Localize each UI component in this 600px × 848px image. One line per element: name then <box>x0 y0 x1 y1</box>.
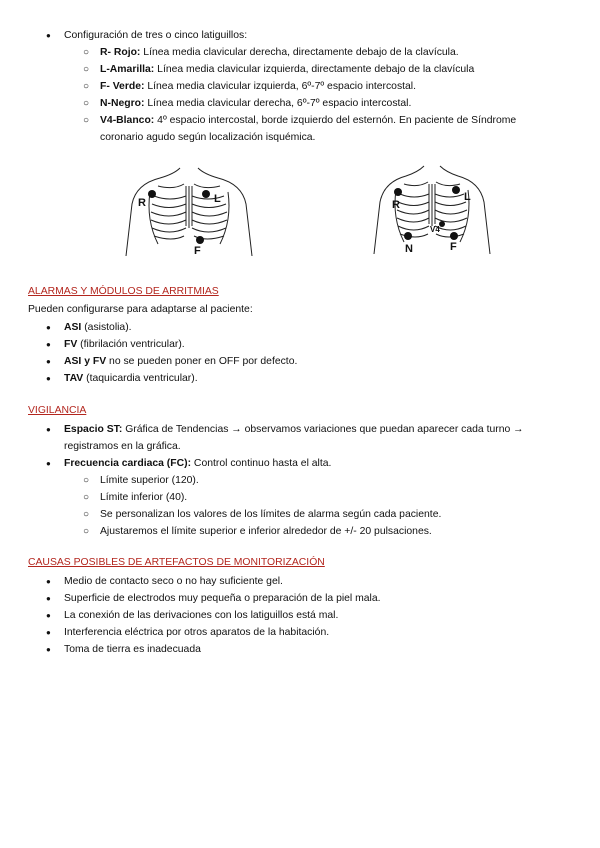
config-item-n <box>0 95 600 112</box>
electrode-l <box>452 186 460 194</box>
config-item-label: F- Verde: <box>100 81 145 92</box>
electrode-l <box>202 190 210 198</box>
electrode-n <box>404 232 412 240</box>
electrode-f <box>450 232 458 240</box>
label-f: F <box>450 241 457 253</box>
item-text: (taquicardia ventricular). <box>83 373 198 384</box>
list-item <box>0 370 600 387</box>
item-label: FV <box>64 339 78 350</box>
causas-title: CAUSAS POSIBLES DE ARTEFACTOS DE MONITORIZACIÓN <box>28 557 325 568</box>
item-label: TAV <box>64 373 84 384</box>
label-l: L <box>464 191 471 203</box>
causas-list <box>0 573 600 658</box>
config-item-label: N-Negro: <box>100 98 145 109</box>
list-item <box>0 353 600 370</box>
config-item-text: Línea media clavicular izquierda, 6º-7º espacio intercostal. <box>144 81 417 92</box>
label-l: L <box>214 193 221 205</box>
fc-sub-item: ○ Se personalizan los valores de los límites de alarma según cada paciente. <box>0 506 600 523</box>
fc-sub-item: ○ Ajustaremos el límite superior e inferior alrededor de +/- 20 pulsaciones. <box>0 523 600 540</box>
config-item-f <box>0 78 600 95</box>
electrode-r <box>394 188 402 196</box>
label-f: F <box>194 245 201 256</box>
vigilancia-list <box>0 421 600 540</box>
alarmas-list <box>0 319 600 387</box>
config-item-v4 <box>0 112 600 146</box>
torso-diagram-5-leads <box>372 162 492 254</box>
item-label: ASI y FV <box>64 356 107 367</box>
torso-diagram-3-leads <box>124 164 254 256</box>
item-text: no se pueden poner en OFF por defecto. <box>106 356 298 367</box>
config-intro-text: Configuración de tres o cinco latiguillos: <box>64 30 248 41</box>
config-item-l <box>0 61 600 78</box>
list-item <box>0 319 600 336</box>
item-label: ASI <box>64 322 82 333</box>
electrode-f <box>196 236 204 244</box>
config-item-text: Línea media clavicular derecha, 6º-7º espacio intercostal. <box>144 98 412 109</box>
electrode-r <box>148 190 156 198</box>
electrode-v4 <box>439 221 445 227</box>
config-item-text: Línea media clavicular derecha, directamente debajo de la clavícula. <box>140 47 459 58</box>
alarmas-title: ALARMAS Y MÓDULOS DE ARRITMIAS <box>28 286 219 297</box>
item-text: (asistolia). <box>81 322 132 333</box>
fc-sub-item: ○ Límite superior (120). <box>0 472 600 489</box>
label-r: R <box>138 197 146 209</box>
list-item-st <box>0 421 600 455</box>
vigilancia-section <box>0 403 600 540</box>
item-text: Control continuo hasta el alta. <box>191 458 332 469</box>
vigilancia-title: VIGILANCIA <box>28 405 87 416</box>
list-item: ● Toma de tierra es inadecuada <box>0 641 600 658</box>
causas-section <box>0 555 600 658</box>
config-item-label: V4-Blanco: <box>100 115 155 126</box>
config-intro <box>0 27 600 44</box>
item-label: Espacio ST: <box>64 424 123 435</box>
config-item-label: L-Amarilla: <box>100 64 155 75</box>
config-list <box>0 27 600 146</box>
item-text: Gráfica de Tendencias → observamos variaciones que puedan aparecer cada turno → registramos en la gráfica. <box>64 424 524 452</box>
alarmas-section <box>0 284 600 387</box>
item-text: (fibrilación ventricular). <box>77 339 185 350</box>
label-r: R <box>392 199 400 211</box>
list-item: ● Medio de contacto seco o no hay suficiente gel. <box>0 573 600 590</box>
list-item <box>0 336 600 353</box>
list-item: ● La conexión de las derivaciones con los latiguillos está mal. <box>0 607 600 624</box>
config-item-text: Línea media clavicular izquierda, directamente debajo de la clavícula <box>154 64 475 75</box>
label-n: N <box>405 243 413 254</box>
list-item: ● Interferencia eléctrica por otros aparatos de la habitación. <box>0 624 600 641</box>
list-item-fc <box>0 455 600 472</box>
label-v4: V4 <box>430 225 440 234</box>
config-item-label: R- Rojo: <box>100 47 141 58</box>
config-item-text: 4º espacio intercostal, borde izquierdo del esternón. En paciente de Síndrome coronario agudo según localización isquémica. <box>100 115 517 143</box>
alarmas-intro: Pueden configurarse para adaptarse al paciente: <box>28 304 253 315</box>
config-item-r <box>0 44 600 61</box>
list-item: ● Superficie de electrodos muy pequeña o preparación de la piel mala. <box>0 590 600 607</box>
fc-sub-item: ○ Límite inferior (40). <box>0 489 600 506</box>
item-label: Frecuencia cardiaca (FC): <box>64 458 192 469</box>
